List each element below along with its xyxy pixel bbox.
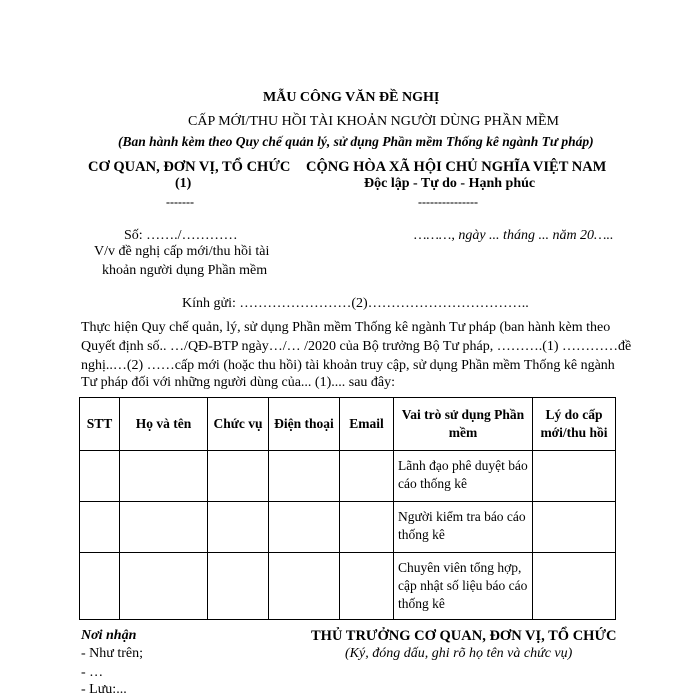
table-row — [80, 451, 616, 502]
agency-divider: ------- — [166, 195, 194, 209]
signer-title: THỦ TRƯỞNG CƠ QUAN, ĐƠN VỊ, TỔ CHỨC — [311, 628, 617, 644]
issued-note: (Ban hành kèm theo Quy chế quản lý, sử dụng Phần mềm Thống kê ngành Tư pháp) — [118, 134, 594, 149]
table-row — [80, 553, 616, 620]
cell-phone — [269, 553, 340, 620]
agency-name: CƠ QUAN, ĐƠN VỊ, TỔ CHỨC — [88, 159, 291, 175]
header-stt: STT — [80, 398, 120, 451]
cell-position — [208, 553, 269, 620]
body-line-1: Thực hiện Quy chế quản, lý, sử dụng Phần mềm Thống kê ngành Tư pháp (ban hành kèm theo — [81, 320, 611, 335]
signer-note: (Ký, đóng dấu, ghi rõ họ tên và chức vụ) — [345, 646, 573, 661]
document-number: Số: ……./………… — [124, 228, 238, 243]
role-line-1: Người kiểm tra báo cáo — [398, 509, 526, 524]
header-reason-line-2: mới/thu hồi — [540, 425, 608, 440]
cell-stt — [80, 502, 120, 553]
user-account-table — [79, 397, 616, 620]
motto-divider: --------------- — [418, 195, 478, 209]
cell-name — [120, 451, 208, 502]
cell-phone — [269, 451, 340, 502]
cell-role — [394, 502, 533, 553]
role-line-2: cáo thống kê — [398, 476, 467, 491]
cell-role — [394, 451, 533, 502]
template-title: MẪU CÔNG VĂN ĐỀ NGHỊ — [263, 90, 440, 105]
header-email: Email — [340, 398, 394, 451]
table-header-row — [80, 398, 616, 451]
cell-email — [340, 502, 394, 553]
role-line-3: thống kê — [398, 596, 445, 611]
header-reason-line-1: Lý do cấp — [545, 407, 603, 422]
role-line-2: thống kê — [398, 527, 445, 542]
cell-name — [120, 502, 208, 553]
cell-stt — [80, 553, 120, 620]
recipient-line: Kính gửi: ……………………(2)…………………………….. — [182, 296, 529, 311]
recipients-label: Nơi nhận — [81, 628, 137, 643]
document-subtitle: CẤP MỚI/THU HỒI TÀI KHOẢN NGƯỜI DÙNG PHẦN MỀM — [188, 114, 559, 129]
role-line-1: Lãnh đạo phê duyệt báo — [398, 458, 528, 473]
subject-line-1: V/v đề nghị cấp mới/thu hồi tài — [94, 244, 270, 259]
recipient-item-1: - Như trên; — [81, 646, 144, 661]
cell-reason — [533, 451, 616, 502]
header-role — [394, 398, 533, 451]
header-role-line-1: Vai trò sử dụng Phần — [401, 407, 525, 422]
body-line-2: Quyết định số.. …/QĐ-BTP ngày…/… /2020 của Bộ trưởng Bộ Tư pháp, ……….(1) …………đề — [81, 339, 632, 354]
subject-line-2: khoản người dụng Phần mềm — [102, 263, 268, 278]
cell-name — [120, 553, 208, 620]
header-reason — [533, 398, 616, 451]
cell-email — [340, 451, 394, 502]
header-role-line-2: mềm — [448, 425, 478, 440]
cell-reason — [533, 502, 616, 553]
cell-stt — [80, 451, 120, 502]
cell-position — [208, 502, 269, 553]
agency-ref: (1) — [175, 176, 192, 191]
cell-position — [208, 451, 269, 502]
nation-name: CỘNG HÒA XÃ HỘI CHỦ NGHĨA VIỆT NAM — [306, 159, 607, 175]
recipient-item-2: - … — [81, 665, 104, 680]
role-line-2: cập nhật số liệu báo cáo — [398, 578, 528, 593]
cell-phone — [269, 502, 340, 553]
body-line-4: Tư pháp đối với những người dùng của... (1).... sau đây: — [81, 375, 396, 390]
header-name: Họ và tên — [120, 398, 208, 451]
national-motto: Độc lập - Tự do - Hạnh phúc — [364, 176, 536, 191]
header-phone: Điện thoại — [269, 398, 340, 451]
body-line-3: nghị..…(2) ……cấp mới (hoặc thu hồi) tài khoản truy cập, sử dụng Phần mềm Thống kê ngành — [81, 358, 615, 373]
role-line-1: Chuyên viên tổng hợp, — [398, 560, 522, 575]
header-position: Chức vụ — [208, 398, 269, 451]
table-row — [80, 502, 616, 553]
document-date: ………, ngày ... tháng ... năm 20….. — [414, 228, 614, 243]
cell-role — [394, 553, 533, 620]
cell-reason — [533, 553, 616, 620]
cell-email — [340, 553, 394, 620]
recipient-item-3: - Lưu:... — [81, 682, 127, 697]
